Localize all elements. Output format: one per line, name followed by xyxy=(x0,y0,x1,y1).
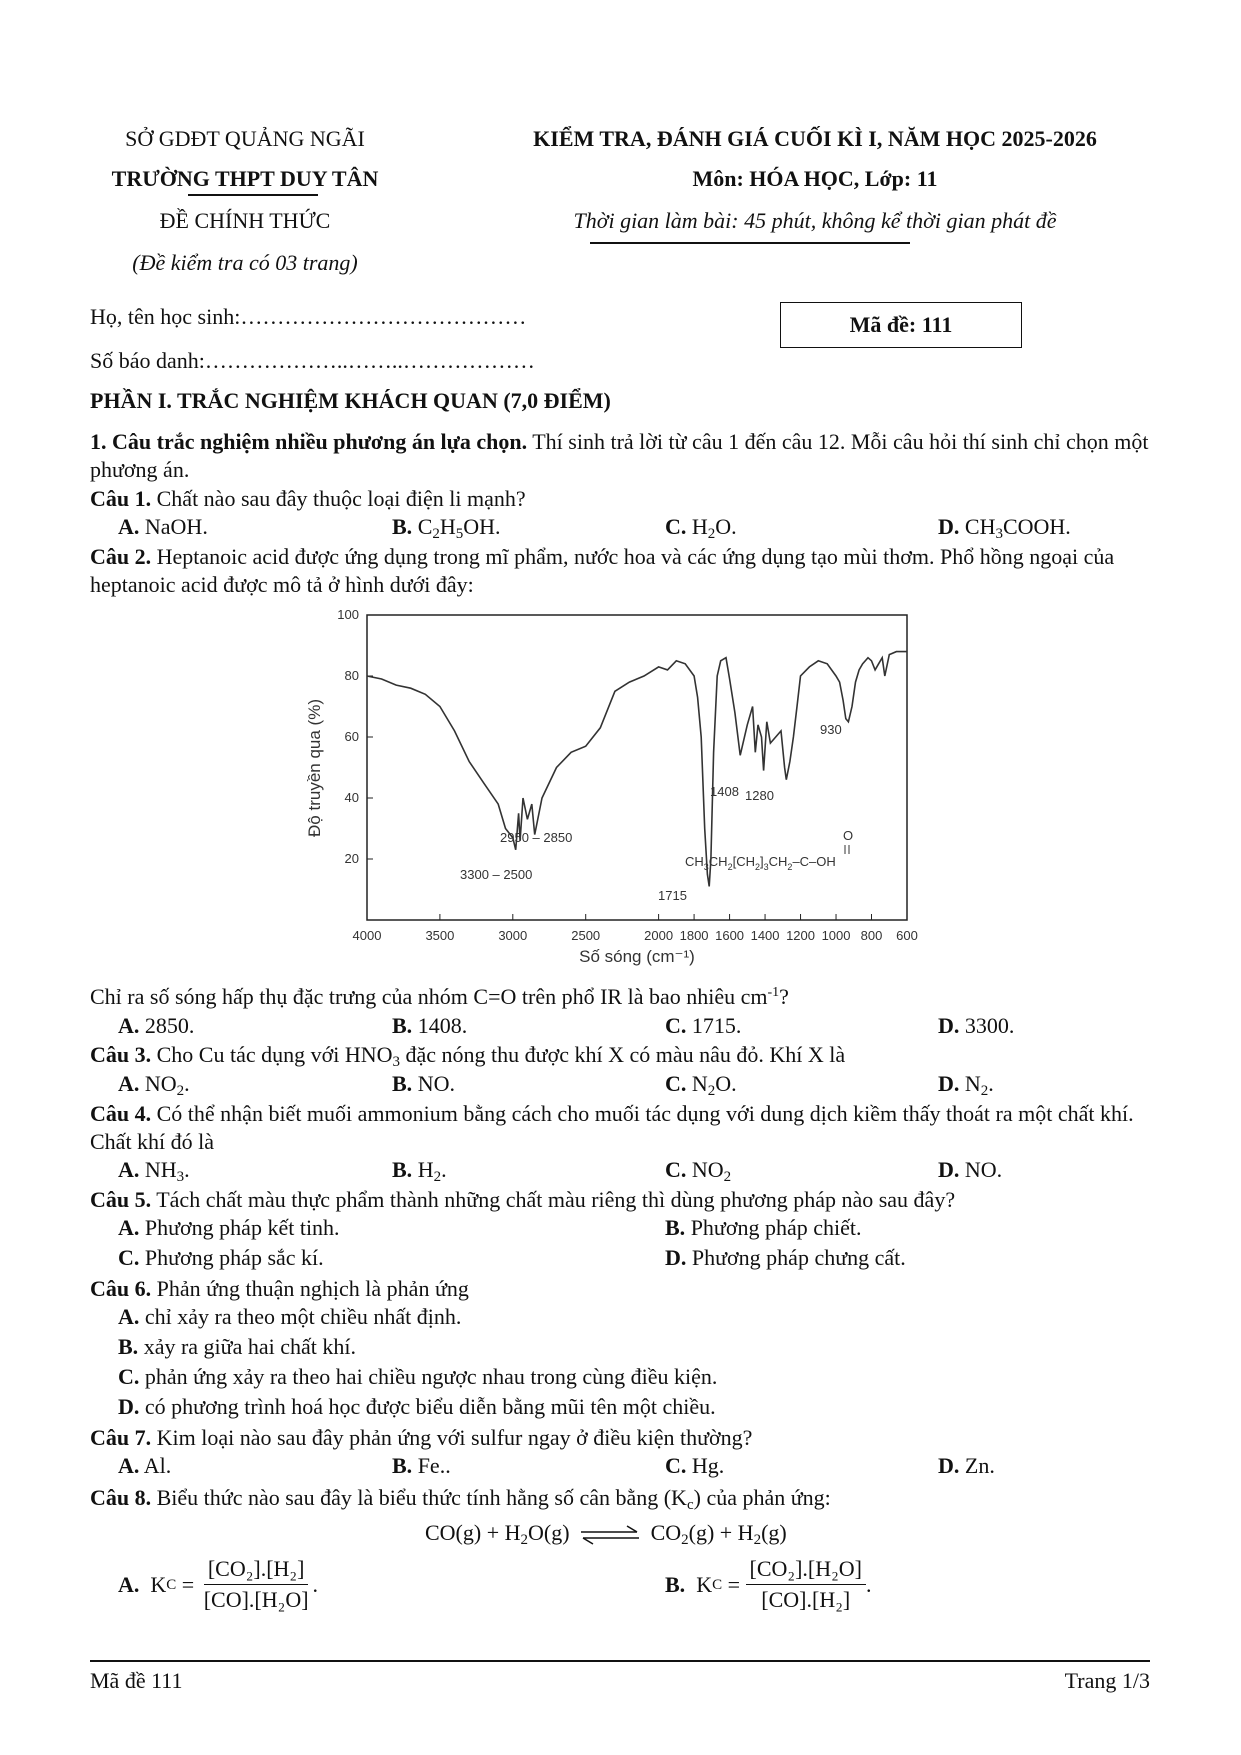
q1-option-c[interactable]: C. $H_2O$. xyxy=(665,514,737,542)
q3-option-c[interactable]: C. $N_2O$. xyxy=(665,1071,737,1099)
q5-d-text: Phương pháp chưng cất. xyxy=(691,1245,906,1270)
exam-title: KIỂM TRA, ĐÁNH GIÁ CUỐI KÌ I, NĂM HỌC 2025-2026 xyxy=(533,126,1097,151)
q3-label: Câu 3. xyxy=(90,1042,152,1067)
question-1 xyxy=(90,485,1150,513)
heptanoic-acid-structure xyxy=(685,828,853,872)
q1-c-text: H xyxy=(691,514,708,539)
q8-b-k: K xyxy=(696,1571,713,1597)
q4-c-text: NO xyxy=(691,1157,724,1182)
q3-option-d[interactable]: D. $N_2$. xyxy=(938,1071,994,1099)
q7-option-a[interactable]: A. Al. xyxy=(118,1453,172,1478)
q4-text: Có thể nhận biết muối ammonium bằng cách cho muối tác dụng với dung dịch kiềm thấy thoát ra một chất khí. Chất khí đó là xyxy=(90,1101,1134,1154)
q4-option-b[interactable]: B. $H_2$. xyxy=(392,1157,447,1185)
q1-b-post: OH. xyxy=(463,514,501,539)
q8-option-a[interactable]: A. K C = $\frac{\text{[CO₂].[H₂]}}{\text{[CO].[H₂O]}}$ . xyxy=(118,1556,319,1612)
q4-d-text: NO. xyxy=(964,1157,1003,1182)
student-name-field: Họ, tên học sinh:………………………………… xyxy=(90,304,527,329)
y-tick-label: 100 xyxy=(337,607,359,622)
annotation-930: 930 xyxy=(820,722,842,737)
q4-option-d[interactable]: D. NO. xyxy=(938,1157,1003,1182)
q8-a-numerator: [CO₂].[H₂] xyxy=(204,1556,309,1585)
q6-option-d[interactable]: D. có phương trình hoá học được biểu diễn bằng mũi tên một chiều. xyxy=(118,1394,716,1419)
q5-c-text: Phương pháp sắc kí. xyxy=(144,1245,324,1270)
q2-ask xyxy=(90,983,1150,1011)
q4-option-a[interactable]: A. $NH_3$. xyxy=(118,1157,190,1185)
q2-label: Câu 2. xyxy=(90,544,152,569)
q8-a-k: K xyxy=(150,1571,167,1597)
q8-b-numerator: [CO₂].[H₂O] xyxy=(746,1556,866,1585)
q7-label: Câu 7. xyxy=(90,1425,152,1450)
q6-option-c[interactable]: C. phản ứng xảy ra theo hai chiều ngược nhau trong cùng điều kiện. xyxy=(118,1364,718,1389)
q2-option-c[interactable]: C. 1715. xyxy=(665,1013,742,1038)
q4-b-post: . xyxy=(441,1157,447,1182)
q1-a-text: NaOH. xyxy=(144,514,208,539)
x-tick-label: 600 xyxy=(896,928,918,943)
q6-d-text: có phương trình hoá học được biểu diễn bằng mũi tên một chiều. xyxy=(144,1394,716,1419)
question-6 xyxy=(90,1275,1150,1303)
x-tick-label: 1800 xyxy=(679,928,709,943)
q8-option-b[interactable]: B. K C = $\frac{\text{[CO₂].[H₂O]}}{\text{[CO].[H₂]}}$ . xyxy=(665,1556,872,1612)
q2-c-text: 1715. xyxy=(691,1013,742,1038)
question-2 xyxy=(90,543,1150,599)
y-tick-label: 80 xyxy=(344,668,359,683)
dept-name: SỞ GDĐT QUẢNG NGÃI xyxy=(125,126,365,151)
q1-text: Chất nào sau đây thuộc loại điện li mạnh? xyxy=(151,486,526,511)
q8-eq-right2: (g) + H xyxy=(688,1520,754,1545)
q7-d-text: Zn. xyxy=(964,1453,995,1478)
x-tick-label: 1400 xyxy=(750,928,780,943)
question-8 xyxy=(90,1484,1150,1512)
q1-d-post: COOH. xyxy=(1002,514,1071,539)
q3-a-post: . xyxy=(184,1071,190,1096)
x-tick-label: 4000 xyxy=(352,928,382,943)
svg-text:CH3CH2[CH2]3CH2–C–OH: $CH_3CH_2[CH_2]_3CH_2-C-OH$ xyxy=(685,854,836,872)
q8-equation: $CO(g) + H_2O(g) CO_2(g) + H_2(g)$ xyxy=(425,1520,787,1548)
q3-option-a[interactable]: A. $NO_2$. xyxy=(118,1071,190,1099)
part1-intro xyxy=(90,428,1150,484)
q8-b-fraction xyxy=(746,1556,866,1613)
q5-label: Câu 5. xyxy=(90,1187,152,1212)
q2-option-d[interactable]: D. 3300. xyxy=(938,1013,1015,1038)
q2-ask-text: Chỉ ra số sóng hấp thụ đặc trưng của nhóm C=O trên phổ IR là bao nhiêu cm xyxy=(90,984,768,1009)
q6-a-text: chỉ xảy ra theo một chiều nhất định. xyxy=(144,1304,462,1329)
q8-eq-left: CO(g) + H xyxy=(425,1520,521,1545)
student-id-field: Số báo danh:………………..……..……………… xyxy=(90,348,535,373)
q3-text-b: đặc nóng thu được khí X có màu nâu đỏ. Khí X là xyxy=(400,1042,846,1067)
q2-b-text: 1408. xyxy=(417,1013,468,1038)
footer-page-number: Trang 1/3 xyxy=(1064,1668,1150,1693)
y-axis-label: Độ truyền qua (%) xyxy=(305,699,324,837)
q8-text-a: Biểu thức nào sau đây là biểu thức tính hằng số cân bằng (K xyxy=(151,1485,687,1510)
annotation-1280: 1280 xyxy=(745,788,774,803)
x-tick-label: 1200 xyxy=(786,928,816,943)
x-tick-label: 1600 xyxy=(715,928,745,943)
q4-label: Câu 4. xyxy=(90,1101,152,1126)
y-tick-label: 20 xyxy=(344,851,359,866)
official-label: ĐỀ CHÍNH THỨC xyxy=(159,208,331,233)
q1-c-post: O. xyxy=(715,514,737,539)
q1-b-mid: H xyxy=(439,514,456,539)
q7-text: Kim loại nào sau đây phản ứng với sulfur ngay ở điều kiện thường? xyxy=(151,1425,753,1450)
q1-option-b[interactable]: B. $C_2H_5OH$. xyxy=(392,514,501,542)
subject-line: Môn: HÓA HỌC, Lớp: 11 xyxy=(692,166,938,191)
q6-text: Phản ứng thuận nghịch là phản ứng xyxy=(151,1276,469,1301)
q2-d-text: 3300. xyxy=(964,1013,1015,1038)
annotation-1715: 1715 xyxy=(658,888,687,903)
question-4 xyxy=(90,1100,1150,1156)
q3-c-post: O. xyxy=(715,1071,737,1096)
q1-d-text: CH xyxy=(964,514,996,539)
q3-d-text: N xyxy=(964,1071,981,1096)
q6-option-b[interactable]: B. xảy ra giữa hai chất khí. xyxy=(118,1334,356,1359)
q2-option-b[interactable]: B. 1408. xyxy=(392,1013,468,1038)
annotation-2950-2850: 2950 – 2850 xyxy=(500,830,573,845)
q3-a-text: NO xyxy=(144,1071,177,1096)
q5-b-text: Phương pháp chiết. xyxy=(690,1215,862,1240)
q8-label: Câu 8. xyxy=(90,1485,152,1510)
y-tick-label: 60 xyxy=(344,729,359,744)
q4-b-text: H xyxy=(417,1157,434,1182)
annotation-3300-2500: 3300 – 2500 xyxy=(460,867,533,882)
q7-a-text: Al. xyxy=(143,1453,172,1478)
q7-c-text: Hg. xyxy=(691,1453,725,1478)
ir-spectrum-chart xyxy=(290,600,940,980)
footer-exam-code: Mã đề 111 xyxy=(90,1668,183,1693)
q7-option-d[interactable]: D. Zn. xyxy=(938,1453,995,1478)
q5-text: Tách chất màu thực phẩm thành những chất màu riêng thì dùng phương pháp nào sau đây? xyxy=(151,1187,956,1212)
q8-text-b: ) của phản ứng: xyxy=(693,1485,831,1510)
x-tick-label: 3000 xyxy=(498,928,528,943)
q8-a-fraction xyxy=(200,1556,313,1613)
q7-b-text: Fe.. xyxy=(417,1453,451,1478)
question-5 xyxy=(90,1186,1150,1214)
plot-frame xyxy=(367,615,907,920)
footer-rule xyxy=(90,1660,1150,1662)
q8-text-sub: c xyxy=(686,1497,694,1513)
q3-b-text: NO. xyxy=(417,1071,455,1096)
q1-label: Câu 1. xyxy=(90,486,152,511)
exam-code: Mã đề: 111 xyxy=(849,312,953,337)
q2-ask-end: ? xyxy=(779,984,789,1009)
q8-eq-left2: O(g) xyxy=(528,1520,570,1545)
time-underline xyxy=(590,242,910,244)
q5-option-c[interactable]: C. Phương pháp sắc kí. xyxy=(118,1245,324,1270)
q1-b-text: C xyxy=(417,514,433,539)
x-tick-label: 2000 xyxy=(644,928,674,943)
q8-a-denominator: [CO].[H₂O] xyxy=(203,1587,309,1612)
q4-a-post: . xyxy=(184,1157,190,1182)
part1-intro-bold: 1. Câu trắc nghiệm nhiều phương án lựa chọn. xyxy=(90,429,528,454)
x-axis-label: Số sóng (cm⁻¹) xyxy=(579,947,695,966)
q4-option-c[interactable]: C. $NO_2$ xyxy=(665,1157,732,1185)
question-7 xyxy=(90,1424,1150,1452)
q6-c-text: phản ứng xảy ra theo hai chiều ngược nhau trong cùng điều kiện. xyxy=(144,1364,718,1389)
q5-a-text: Phương pháp kết tinh. xyxy=(144,1215,340,1240)
exam-code-box xyxy=(780,302,1022,348)
part1-title: PHẦN I. TRẮC NGHIỆM KHÁCH QUAN (7,0 ĐIỂM) xyxy=(90,388,611,413)
q6-label: Câu 6. xyxy=(90,1276,152,1301)
q1-option-d[interactable]: D. $CH_3COOH$. xyxy=(938,514,1071,542)
q2-text: Heptanoic acid được ứng dụng trong mĩ phẩm, nước hoa và các ứng dụng tạo mùi thơm. Phổ hồng ngoại của heptanoic acid được mô tả ở hình dưới đây: xyxy=(90,544,1115,597)
q3-d-post: . xyxy=(988,1071,994,1096)
q5-option-b[interactable]: B. Phương pháp chiết. xyxy=(665,1215,862,1240)
x-tick-label: 2500 xyxy=(571,928,601,943)
q2-ask-sup: -1 xyxy=(767,985,780,1000)
q2-option-a[interactable]: A. 2850. xyxy=(118,1013,195,1038)
part1-intro-text: Thí sinh trả lời từ câu 1 đến câu 12. Mỗi câu hỏi thí sinh chỉ chọn một phương án. xyxy=(90,429,1149,482)
time-line: Thời gian làm bài: 45 phút, không kể thời gian phát đề xyxy=(573,208,1057,233)
q2-a-text: 2850. xyxy=(144,1013,195,1038)
x-tick-label: 800 xyxy=(860,928,883,943)
x-tick-label: 1000 xyxy=(821,928,851,943)
q3-option-b[interactable]: B. NO. xyxy=(392,1071,455,1096)
ir-series-line xyxy=(367,652,907,887)
pages-note: (Đề kiểm tra có 03 trang) xyxy=(132,250,358,275)
equilibrium-arrow-icon xyxy=(579,1525,641,1545)
q8-b-denominator: [CO].[H₂] xyxy=(761,1587,851,1612)
question-3: Câu 3. Cho Cu tác dụng với $HNO_3$ đặc nóng thu được khí X có màu nâu đỏ. Khí X là xyxy=(90,1042,846,1070)
school-name: TRƯỜNG THPT DUY TÂN xyxy=(111,166,379,191)
q8-eq-right3: (g) xyxy=(761,1520,787,1545)
q8-eq-right: CO xyxy=(650,1520,682,1545)
q7-option-b[interactable]: B. Fe.. xyxy=(392,1453,451,1478)
q6-option-a[interactable]: A. chỉ xảy ra theo một chiều nhất định. xyxy=(118,1304,462,1329)
q5-option-a[interactable]: A. Phương pháp kết tinh. xyxy=(118,1215,340,1240)
q3-text-a: Cho Cu tác dụng với HNO xyxy=(151,1042,393,1067)
x-tick-label: 3500 xyxy=(425,928,455,943)
q6-b-text: xảy ra giữa hai chất khí. xyxy=(143,1334,356,1359)
svg-text:O: O xyxy=(843,828,854,843)
school-underline xyxy=(188,194,318,196)
q3-c-text: N xyxy=(691,1071,708,1096)
q1-option-a[interactable]: A. NaOH. xyxy=(118,514,208,539)
y-tick-label: 40 xyxy=(344,790,359,805)
annotation-1408: 1408 xyxy=(710,784,739,799)
q4-a-text: NH xyxy=(144,1157,177,1182)
q7-option-c[interactable]: C. Hg. xyxy=(665,1453,725,1478)
q5-option-d[interactable]: D. Phương pháp chưng cất. xyxy=(665,1245,906,1270)
